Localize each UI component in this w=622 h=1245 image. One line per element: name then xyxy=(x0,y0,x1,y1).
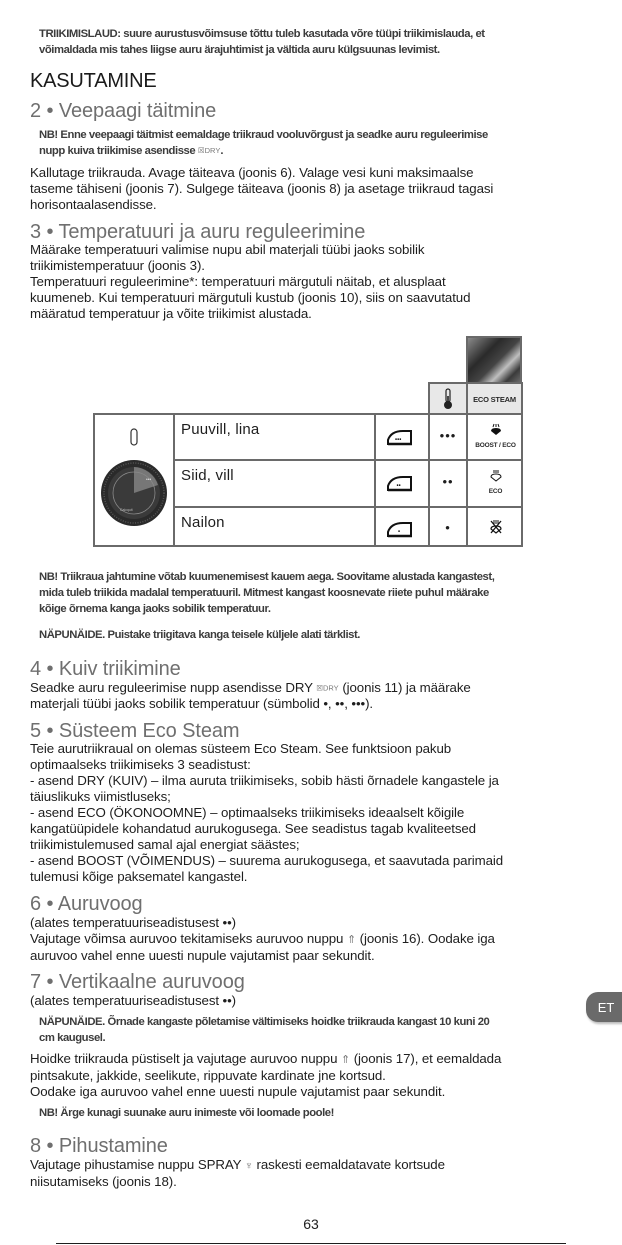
section-8-body xyxy=(30,1157,445,1190)
note-line: cm kaugusel. xyxy=(39,1032,106,1044)
section-6-body xyxy=(30,915,495,964)
body-line: Kallutage triikrauda. Avage täiteava (joonis 6). Valage vesi kuni maksimaalse xyxy=(30,165,474,180)
table-divider xyxy=(173,459,521,461)
steam-boost-icon xyxy=(489,423,503,437)
body-line: määratud temperatuur ja võite triikimist alustada. xyxy=(30,306,312,321)
body-line: Teie aurutriikraual on olemas süsteem Eco Steam. See funktsioon pakub xyxy=(30,741,452,756)
temperature-dots: •• xyxy=(442,474,454,489)
body-line xyxy=(30,680,471,696)
section-7-body xyxy=(30,1051,501,1100)
note-line: NB! Triikraua jahtumine võtab kuumenemisest kauem aega. Soovitame alustada kangastest, xyxy=(39,571,495,583)
section-7-sub: (alates temperatuuriseadistusest ••) xyxy=(30,993,236,1008)
body-line: tulemusi kõige paksematel kangastel. xyxy=(30,869,248,884)
eco-steam-eco-cell xyxy=(468,469,523,495)
svg-text:•••: ••• xyxy=(395,437,402,444)
body-line: triikimistemperatuur (joonis 3). xyxy=(30,258,205,273)
temperature-table xyxy=(93,413,523,547)
dry-symbol-icon: ☒DRY xyxy=(197,146,221,156)
body-line: Oodake iga auruvoo vahel enne uuesti nupule vajutamist paar sekundit. xyxy=(30,1084,446,1099)
body-line: auruvoo vahel enne uuesti nupule vajutamist paar sekundit. xyxy=(30,948,375,963)
section-heading-6: 6 • Auruvoog xyxy=(30,893,143,915)
thermometer-icon xyxy=(442,388,454,410)
steam-burst-icon: ⇑ xyxy=(340,1054,351,1066)
section-heading-8: 8 • Pihustamine xyxy=(30,1135,168,1157)
body-text: (joonis 17), et eemaldada xyxy=(353,1051,502,1066)
body-line: horisontaalasendisse. xyxy=(30,197,157,212)
svg-text:••: •• xyxy=(396,483,401,490)
note-line: võimaldada mis tahes liigse auru ärajuhtimist ja vältida auru külgsuunas levimist. xyxy=(39,44,440,56)
note-text: nupp kuiva triikimise asendisse xyxy=(39,145,196,157)
body-text: (joonis 11) ja määrake xyxy=(342,680,471,695)
page-number: 63 xyxy=(303,1216,319,1232)
safety-note: NB! Ärge kunagi suunake auru inimeste või loomade poole! xyxy=(39,1107,334,1119)
svg-text:•: • xyxy=(398,529,401,536)
body-line xyxy=(30,1157,445,1174)
section-heading-5: 5 • Süsteem Eco Steam xyxy=(30,720,240,742)
section-5-body xyxy=(30,741,503,885)
body-line: kangatüüpidele kohandatud aurukogusega. See seadistus tagab kvaliteetsed xyxy=(30,821,476,836)
body-line xyxy=(30,931,495,948)
fabric-label: Puuvill, lina xyxy=(181,421,260,438)
dry-symbol-icon: ☒DRY xyxy=(316,683,339,693)
language-tab: ET xyxy=(586,992,622,1022)
table-divider xyxy=(173,415,175,545)
steam-eco-icon xyxy=(489,469,503,483)
body-line xyxy=(30,1051,501,1068)
body-line: - asend BOOST (VÕIMENDUS) – suurema aurukogusega, et saavutada parimaid xyxy=(30,853,504,868)
starch-tip: NÄPUNÄIDE. Puistake triigitava kanga teisele küljele alati tärklist. xyxy=(39,629,360,641)
fabric-label: Siid, vill xyxy=(181,467,234,484)
temperature-dial-cell xyxy=(95,415,173,545)
steam-burst-icon: ⇑ xyxy=(346,934,357,946)
section-4-body xyxy=(30,680,471,712)
section-heading-3: 3 • Temperatuuri ja auru reguleerimine xyxy=(30,221,366,243)
footer-divider xyxy=(56,1243,566,1244)
body-line: - asend ECO (ÖKONOOMNE) – optimaalseks triikimiseks ideaalselt kõigile xyxy=(30,805,465,820)
no-steam-icon xyxy=(489,519,503,535)
body-text: Hoidke triikrauda püstiselt ja vajutage auruvoo nuppu xyxy=(30,1051,338,1066)
body-line: kuumeneb. Kui temperatuuri märgutuli kustub (joonis 10), siis on saavutatud xyxy=(30,290,471,305)
svg-text:Calcquit: Calcquit xyxy=(120,508,133,512)
note-line: kõige õrnema kanga jaoks sobilik temperatuur. xyxy=(39,603,271,615)
body-line: - asend DRY (KUIV) – ilma auruta triikimiseks, sobib hästi õrnadele kangastele ja xyxy=(30,773,499,788)
body-text: raskesti eemaldatavate kortsude xyxy=(256,1157,445,1172)
table-divider xyxy=(173,506,521,508)
note-line: NB! Enne veepaagi täitmist eemaldage triikraud vooluvõrgust ja seadke auru reguleerimise xyxy=(39,129,488,141)
svg-text:•••: ••• xyxy=(146,477,152,483)
note-line xyxy=(39,143,488,159)
ironing-board-note xyxy=(39,26,485,58)
eco-steam-label: ECO xyxy=(488,488,503,495)
note-end: . xyxy=(220,145,224,157)
body-subheading: (alates temperatuuriseadistusest ••) xyxy=(30,915,236,930)
body-text: Vajutage pihustamise nuppu SPRAY xyxy=(30,1157,242,1172)
section-heading-7: 7 • Vertikaalne auruvoog xyxy=(30,971,245,993)
body-line: materjali tüübi jaoks sobilik temperatuur (sümbolid •, ••, •••). xyxy=(30,696,374,712)
iron-icon xyxy=(385,427,415,452)
body-line: täiuslikuks viimistluseks; xyxy=(30,789,171,804)
section-2-body xyxy=(30,165,493,213)
spray-icon: ♆ xyxy=(244,1160,253,1172)
note-line: TRIIKIMISLAUD: suure aurustusvõimsuse tõttu tuleb kasutada võre tüüpi triikimislauda, et xyxy=(39,28,485,40)
iron-icon xyxy=(385,473,415,498)
temperature-dial-icon xyxy=(95,415,173,545)
section-3-body xyxy=(30,242,470,322)
vertical-steam-tip xyxy=(39,1014,489,1046)
note-line: mida tuleb triikida madalal temperatuuril. Mitmest kangast koosnevate riiete puhul määrake xyxy=(39,587,489,599)
section-2-note xyxy=(39,127,488,159)
section-heading-4: 4 • Kuiv triikimine xyxy=(30,658,181,680)
section-heading-2: 2 • Veepaagi täitmine xyxy=(30,100,217,122)
eco-steam-label: BOOST / ECO xyxy=(475,442,516,449)
body-line: Määrake temperatuuri valimise nupu abil materjali tüübi jaoks sobilik xyxy=(30,242,425,257)
table-divider xyxy=(374,415,376,545)
temperature-dots: ••• xyxy=(439,428,457,443)
body-line: pintsakute, jakkide, seelikute, rippuvate kardinate jne kortsud. xyxy=(30,1068,386,1083)
body-line: taseme tähiseni (joonis 7). Sulgege täiteava (joonis 8) ja asetage triikraud tagasi xyxy=(30,181,494,196)
body-line: triikimistulemused samal ajal energiat säästes; xyxy=(30,837,300,852)
body-line: niisutamiseks (joonis 18). xyxy=(30,1174,177,1189)
body-text: Vajutage võimsa auruvoo tekitamiseks auruvoo nuppu xyxy=(30,931,344,946)
eco-steam-header-label: ECO STEAM xyxy=(473,394,516,404)
fabric-label: Nailon xyxy=(181,514,225,531)
eco-steam-header xyxy=(466,382,523,414)
eco-steam-none-cell xyxy=(468,519,523,540)
eco-steam-boost-cell xyxy=(468,423,523,449)
body-text: Seadke auru reguleerimise nupp asendisse DRY xyxy=(30,680,313,695)
body-text: (joonis 16). Oodake iga xyxy=(359,931,495,946)
temperature-dots: • xyxy=(445,520,451,535)
note-line: NÄPUNÄIDE. Õrnade kangaste põletamise vältimiseks hoidke triikrauda kangast 10 kuni 20 xyxy=(39,1016,490,1028)
body-line: optimaalseks triikimiseks 3 seadistust: xyxy=(30,757,251,772)
iron-icon xyxy=(385,519,415,544)
eco-steam-dial-photo xyxy=(466,336,522,382)
main-title: KASUTAMINE xyxy=(30,70,157,92)
cooling-note xyxy=(39,569,494,617)
thermometer-header xyxy=(428,382,468,414)
body-line: Temperatuuri reguleerimine*: temperatuuri märgutuli näitab, et alusplaat xyxy=(30,274,446,289)
